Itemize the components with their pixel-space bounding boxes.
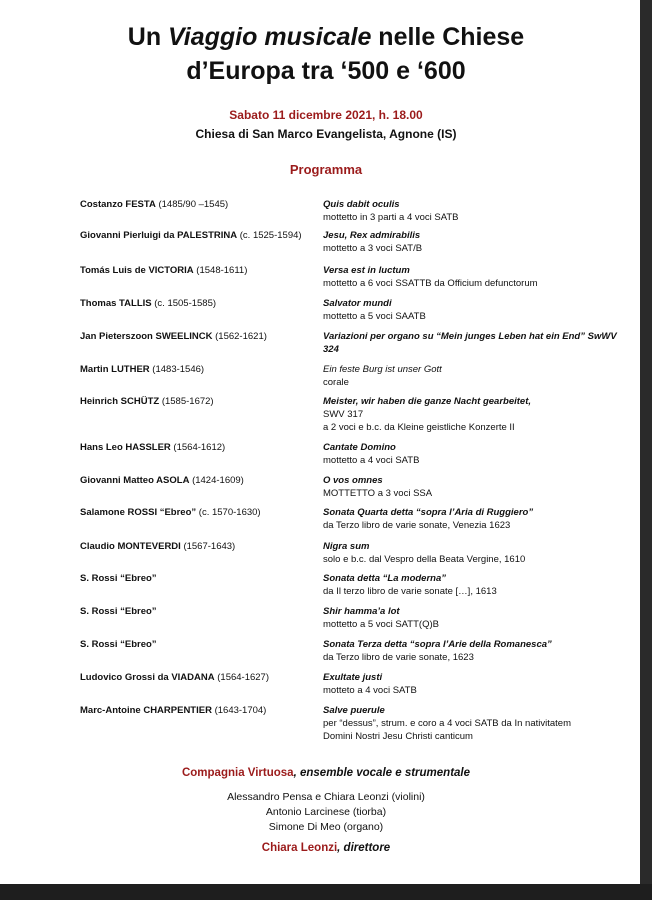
composer xyxy=(80,297,305,310)
composer-name: Martin LUTHER xyxy=(80,364,150,375)
member-line: Simone Di Meo (organo) xyxy=(268,821,384,833)
work xyxy=(323,198,623,224)
work xyxy=(323,474,623,500)
composer xyxy=(80,506,305,519)
work-title: Shir hamma’a lot xyxy=(323,606,400,617)
composer xyxy=(80,605,305,618)
work-detail: motteto a 4 voci SATB xyxy=(323,685,417,696)
director-line xyxy=(0,842,652,854)
work-title: Variazioni per organo su “Mein junges Leben hat ein End” SwWV 324 xyxy=(323,331,617,355)
composer-dates: (1483-1546) xyxy=(149,364,205,375)
work-detail: mottetto a 6 voci SSATTB da Officium defunctorum xyxy=(323,278,538,289)
work xyxy=(323,540,623,566)
ensemble-line xyxy=(0,767,652,779)
title-post: nelle Chiese xyxy=(371,23,525,51)
event-venue: Chiesa di San Marco Evangelista, Agnone (IS) xyxy=(195,127,457,141)
work-detail: da Il terzo libro de varie sonate […], 1613 xyxy=(323,586,497,597)
composer xyxy=(80,441,305,454)
work-title: Salvator mundi xyxy=(323,298,392,309)
work xyxy=(323,704,623,743)
work-detail: mottetto a 4 voci SATB xyxy=(323,455,420,466)
composer xyxy=(80,264,305,277)
composer-name: S. Rossi “Ebreo” xyxy=(80,573,157,584)
work-title: Sonata detta “La moderna” xyxy=(323,573,446,584)
director-name: Chiara Leonzi xyxy=(261,842,338,854)
work xyxy=(323,229,623,255)
composer-name: Heinrich SCHÜTZ xyxy=(80,396,160,407)
composer-dates: (c. 1505-1585) xyxy=(151,298,217,309)
work-detail: a 2 voci e b.c. da Kleine geistliche Konzerte II xyxy=(323,422,515,433)
work-detail: mottetto in 3 parti a 4 voci SATB xyxy=(323,212,459,223)
member-line: Antonio Larcinese (tiorba) xyxy=(265,806,387,818)
composer-dates: (1564-1627) xyxy=(214,672,270,683)
work xyxy=(323,264,623,290)
work xyxy=(323,605,623,631)
work-title: Salve puerule xyxy=(323,705,385,716)
composer xyxy=(80,474,305,487)
composer xyxy=(80,395,305,408)
work xyxy=(323,572,623,598)
composer-name: S. Rossi “Ebreo” xyxy=(80,606,157,617)
work-title: Versa est in luctum xyxy=(323,265,410,276)
work xyxy=(323,441,623,467)
composer xyxy=(80,704,305,717)
composer-name: Costanzo FESTA xyxy=(80,199,156,210)
page-edge-right xyxy=(640,0,652,900)
work-detail: corale xyxy=(323,377,349,388)
work-title: Sonata Terza detta “sopra l’Arie della Romanesca” xyxy=(323,639,552,650)
work-title: Quis dabit oculis xyxy=(323,199,400,210)
work xyxy=(323,297,623,323)
title-line-2: d’Europa tra ‘500 e ‘600 xyxy=(186,57,466,85)
title-pre: Un xyxy=(127,23,169,51)
composer-dates: (1485/90 –1545) xyxy=(155,199,229,210)
composer-name: Thomas TALLIS xyxy=(80,298,152,309)
composer xyxy=(80,229,305,242)
composer-name: Ludovico Grossi da VIADANA xyxy=(80,672,215,683)
work-title: Meister, wir haben die ganze Nacht gearbeitet, xyxy=(323,396,532,407)
work xyxy=(323,638,623,664)
composer xyxy=(80,638,305,651)
title-line-1 xyxy=(0,20,652,54)
work-detail: Domini Nostri Jesu Christi canticum xyxy=(323,731,473,742)
work-detail: mottetto a 5 voci SATT(Q)B xyxy=(323,619,439,630)
composer-name: S. Rossi “Ebreo” xyxy=(80,639,157,650)
work xyxy=(323,363,623,389)
composer-name: Giovanni Matteo ASOLA xyxy=(80,475,190,486)
work-detail: da Terzo libro de varie sonate, Venezia 1623 xyxy=(323,520,511,531)
composer xyxy=(80,572,305,585)
work xyxy=(323,330,623,356)
director-role: , direttore xyxy=(337,842,391,854)
title-italic: Viaggio musicale xyxy=(168,23,372,51)
composer xyxy=(80,330,305,343)
composer-dates: (1424-1609) xyxy=(189,475,244,486)
work-title: Ein feste Burg ist unser Gott xyxy=(323,364,442,375)
composer xyxy=(80,671,305,684)
event-date: Sabato 11 dicembre 2021, h. 18.00 xyxy=(229,108,423,122)
ensemble-desc: , ensemble vocale e strumentale xyxy=(293,767,471,779)
work-detail: mottetto a 5 voci SAATB xyxy=(323,311,426,322)
composer xyxy=(80,540,305,553)
composer-name: Giovanni Pierluigi da PALESTRINA xyxy=(80,230,238,241)
composer-name: Claudio MONTEVERDI xyxy=(80,541,181,552)
work-detail: mottetto a 3 voci SAT/B xyxy=(323,243,423,254)
work-detail: da Terzo libro de varie sonate, 1623 xyxy=(323,652,474,663)
composer-dates: (c. 1525-1594) xyxy=(237,230,302,241)
composer-dates: (1585-1672) xyxy=(159,396,214,407)
composer-dates: (1548-1611) xyxy=(193,265,248,276)
composer xyxy=(80,363,305,376)
composer-name: Tomás Luis de VICTORIA xyxy=(80,265,194,276)
composer-name: Hans Leo HASSLER xyxy=(80,442,171,453)
work xyxy=(323,671,623,697)
work-detail: solo e b.c. dal Vespro della Beata Vergine, 1610 xyxy=(323,554,526,565)
composer-dates: (1564-1612) xyxy=(170,442,226,453)
composer-name: Marc-Antoine CHARPENTIER xyxy=(80,705,212,716)
composer-dates: (1643-1704) xyxy=(211,705,267,716)
work-title: Nigra sum xyxy=(323,541,370,552)
composer-dates: (1567-1643) xyxy=(180,541,236,552)
composer xyxy=(80,198,305,211)
programma-heading: Programma xyxy=(289,162,363,177)
work-detail: per “dessus”, strum. e coro a 4 voci SATB da In nativitatem xyxy=(323,718,571,729)
work-title: Sonata Quarta detta “sopra l’Aria di Ruggiero” xyxy=(323,507,534,518)
member-line: Alessandro Pensa e Chiara Leonzi (violini) xyxy=(227,791,425,803)
ensemble-name: Compagnia Virtuosa xyxy=(181,767,294,779)
work-detail: MOTTETTO a 3 voci SSA xyxy=(323,488,433,499)
work-title: Exultate justi xyxy=(323,672,383,683)
work-title: Cantate Domino xyxy=(323,442,396,453)
page-edge-bottom xyxy=(0,884,652,900)
work xyxy=(323,506,623,532)
composer-name: Salamone ROSSI “Ebreo” xyxy=(80,507,197,518)
work-title: Jesu, Rex admirabilis xyxy=(323,230,421,241)
work xyxy=(323,395,623,434)
composer-name: Jan Pieterszoon SWEELINCK xyxy=(80,331,213,342)
work-title: O vos omnes xyxy=(323,475,383,486)
composer-dates: (c. 1570-1630) xyxy=(196,507,261,518)
composer-dates: (1562-1621) xyxy=(212,331,267,342)
work-detail: SWV 317 xyxy=(323,409,364,420)
